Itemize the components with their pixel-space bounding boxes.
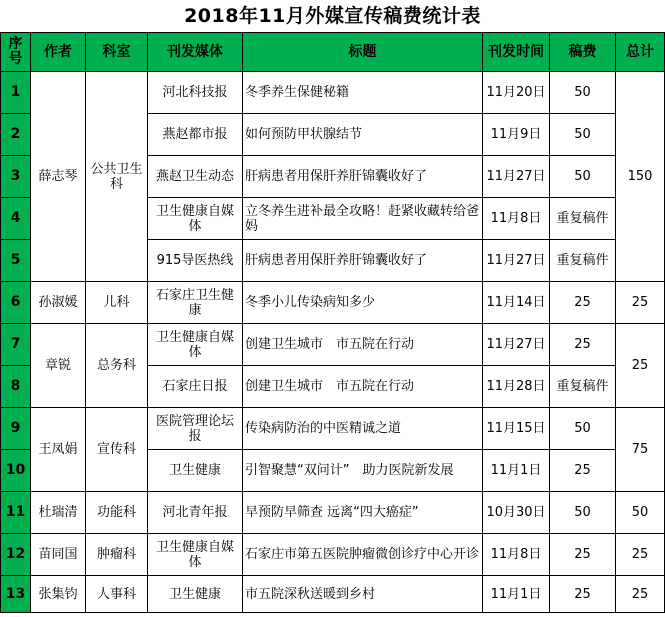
header-fee: 稿费 (550, 33, 616, 72)
row-seq: 3 (1, 156, 31, 198)
date-cell: 11月9日 (483, 114, 550, 156)
media-cell: 915导医热线 (148, 240, 243, 282)
media-cell: 河北青年报 (148, 492, 243, 534)
fee-cell: 25 (550, 534, 616, 576)
row-seq: 9 (1, 408, 31, 450)
table-row (1, 324, 665, 366)
table-row (1, 576, 665, 613)
media-cell: 卫生健康自媒体 (148, 198, 243, 240)
media-cell: 卫生健康自媒体 (148, 534, 243, 576)
fee-table (0, 32, 665, 613)
fee-cell: 50 (550, 408, 616, 450)
total-cell: 150 (616, 72, 665, 282)
row-seq: 1 (1, 72, 31, 114)
headline-cell: 如何预防甲状腺结节 (243, 114, 483, 156)
total-cell: 75 (616, 408, 665, 492)
dept-cell: 总务科 (86, 324, 148, 408)
date-cell: 11月27日 (483, 324, 550, 366)
media-cell: 医院管理论坛报 (148, 408, 243, 450)
header-date: 刊发时间 (483, 33, 550, 72)
table-row (1, 72, 665, 114)
header-row (1, 33, 665, 72)
author-cell: 杜瑞清 (31, 492, 86, 534)
fee-cell: 25 (550, 324, 616, 366)
media-cell: 燕赵都市报 (148, 114, 243, 156)
headline-cell: 立冬养生进补最全攻略！赶紧收藏转给爸妈 (243, 198, 483, 240)
row-seq: 5 (1, 240, 31, 282)
date-cell: 11月27日 (483, 156, 550, 198)
dept-cell: 儿科 (86, 282, 148, 324)
date-cell: 11月1日 (483, 450, 550, 492)
date-cell: 11月14日 (483, 282, 550, 324)
header-headline: 标题 (243, 33, 483, 72)
fee-cell: 50 (550, 492, 616, 534)
author-cell: 孙淑媛 (31, 282, 86, 324)
header-seq: 序号 (1, 33, 31, 72)
date-cell: 11月15日 (483, 408, 550, 450)
media-cell: 卫生健康 (148, 576, 243, 613)
headline-cell: 石家庄市第五医院肿瘤微创诊疗中心开诊 (243, 534, 483, 576)
headline-cell: 冬季养生保健秘籍 (243, 72, 483, 114)
fee-cell: 重复稿件 (550, 366, 616, 408)
fee-cell: 重复稿件 (550, 240, 616, 282)
media-cell: 河北科技报 (148, 72, 243, 114)
table-row (1, 534, 665, 576)
headline-cell: 冬季小儿传染病知多少 (243, 282, 483, 324)
headline-cell: 肝病患者用保肝养肝锦囊收好了 (243, 240, 483, 282)
row-seq: 6 (1, 282, 31, 324)
total-cell: 25 (616, 576, 665, 613)
dept-cell: 公共卫生科 (86, 72, 148, 282)
table-row (1, 492, 665, 534)
date-cell: 11月8日 (483, 534, 550, 576)
header-dept: 科室 (86, 33, 148, 72)
fee-cell: 50 (550, 72, 616, 114)
date-cell: 11月1日 (483, 576, 550, 613)
headline-cell: 传染病防治的中医精诚之道 (243, 408, 483, 450)
headline-cell: 引智聚慧“双问计” 助力医院新发展 (243, 450, 483, 492)
dept-cell: 人事科 (86, 576, 148, 613)
date-cell: 11月28日 (483, 366, 550, 408)
dept-cell: 肿瘤科 (86, 534, 148, 576)
headline-cell: 创建卫生城市 市五院在行动 (243, 366, 483, 408)
author-cell: 章锐 (31, 324, 86, 408)
author-cell: 王凤娟 (31, 408, 86, 492)
table-row (1, 408, 665, 450)
total-cell: 25 (616, 534, 665, 576)
headline-cell: 肝病患者用保肝养肝锦囊收好了 (243, 156, 483, 198)
total-cell: 25 (616, 324, 665, 408)
fee-cell: 50 (550, 156, 616, 198)
row-seq: 11 (1, 492, 31, 534)
media-cell: 石家庄卫生健康 (148, 282, 243, 324)
dept-cell: 功能科 (86, 492, 148, 534)
row-seq: 8 (1, 366, 31, 408)
table-row (1, 282, 665, 324)
author-cell: 薛志琴 (31, 72, 86, 282)
fee-cell: 25 (550, 450, 616, 492)
header-author: 作者 (31, 33, 86, 72)
date-cell: 11月8日 (483, 198, 550, 240)
headline-cell: 市五院深秋送暖到乡村 (243, 576, 483, 613)
row-seq: 2 (1, 114, 31, 156)
row-seq: 13 (1, 576, 31, 613)
page-title: 2018年11月外媒宣传稿费统计表 (184, 5, 481, 27)
media-cell: 石家庄日报 (148, 366, 243, 408)
date-cell: 10月30日 (483, 492, 550, 534)
media-cell: 卫生健康 (148, 450, 243, 492)
total-cell: 25 (616, 282, 665, 324)
row-seq: 7 (1, 324, 31, 366)
date-cell: 11月20日 (483, 72, 550, 114)
dept-cell: 宣传科 (86, 408, 148, 492)
fee-cell: 重复稿件 (550, 198, 616, 240)
author-cell: 张集钧 (31, 576, 86, 613)
media-cell: 卫生健康自媒体 (148, 324, 243, 366)
fee-cell: 25 (550, 576, 616, 613)
author-cell: 苗同国 (31, 534, 86, 576)
date-cell: 11月27日 (483, 240, 550, 282)
row-seq: 10 (1, 450, 31, 492)
headline-cell: 创建卫生城市 市五院在行动 (243, 324, 483, 366)
fee-cell: 50 (550, 114, 616, 156)
total-cell: 50 (616, 492, 665, 534)
media-cell: 燕赵卫生动态 (148, 156, 243, 198)
row-seq: 4 (1, 198, 31, 240)
headline-cell: 早预防早筛查 远离“四大癌症” (243, 492, 483, 534)
header-media: 刊发媒体 (148, 33, 243, 72)
row-seq: 12 (1, 534, 31, 576)
fee-cell: 25 (550, 282, 616, 324)
header-total: 总计 (616, 33, 665, 72)
